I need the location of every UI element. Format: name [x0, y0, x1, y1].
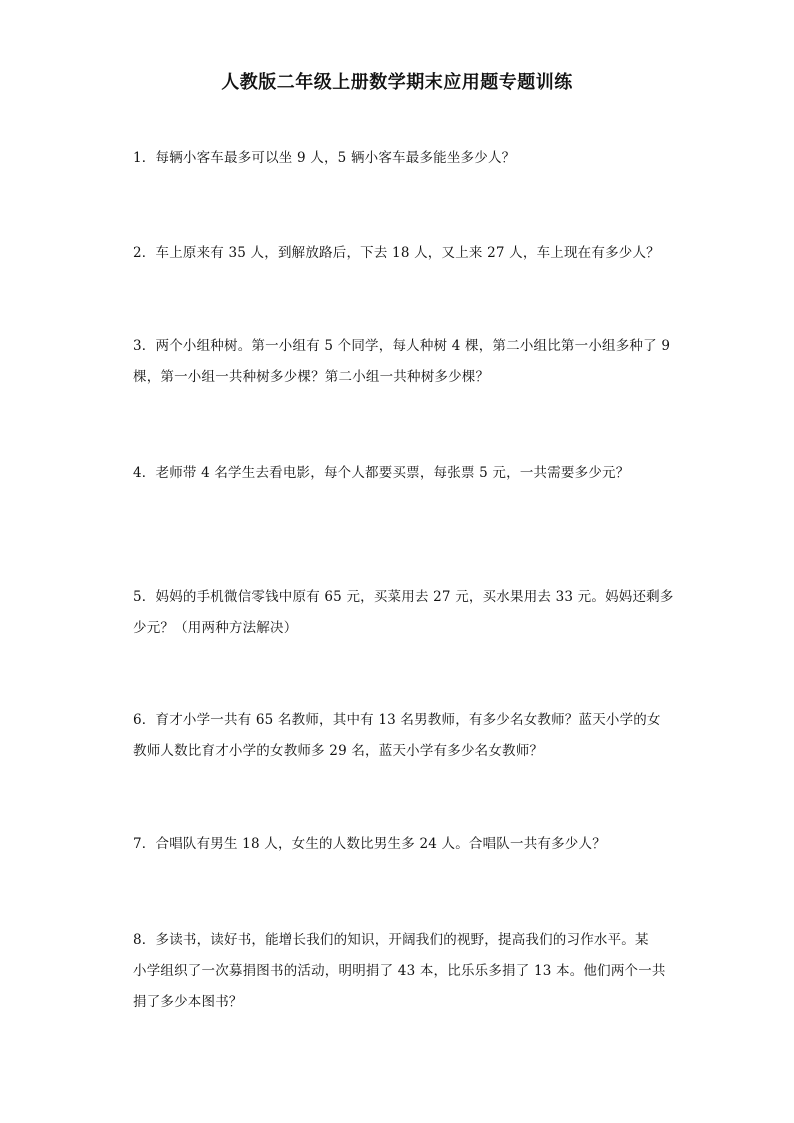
question-line: 棵，第一小组一共种树多少棵？第二小组一共种树多少棵？: [133, 369, 490, 385]
question-line: 8．多读书，读好书，能增长我们的知识，开阔我们的视野，提高我们的习作水平。某: [133, 932, 649, 948]
question-5: [133, 582, 673, 644]
question-4: [133, 458, 673, 489]
question-line: 1．每辆小客车最多可以坐 9 人，5 辆小客车最多能坐多少人？: [133, 150, 516, 166]
question-line: 4．老师带 4 名学生去看电影，每个人都要买票，每张票 5 元，一共需要多少元？: [133, 465, 630, 481]
question-6: [133, 705, 673, 767]
question-line: 3．两个小组种树。第一小组有 5 个同学，每人种树 4 棵，第二小组比第一小组多种了 9: [133, 338, 671, 354]
question-line: 少元？（用两种方法解决）: [133, 620, 298, 636]
question-1: [133, 143, 673, 174]
question-7: [133, 829, 673, 860]
question-line: 6．育才小学一共有 65 名教师，其中有 13 名男教师，有多少名女教师？蓝天小学的女: [133, 712, 661, 728]
question-3: [133, 331, 673, 393]
question-line: 5．妈妈的手机微信零钱中原有 65 元，买菜用去 27 元，买水果用去 33 元。妈妈还剩多: [133, 589, 674, 605]
question-2: [133, 238, 673, 269]
question-8: [133, 925, 673, 1018]
question-line: 教师人数比育才小学的女教师多 29 名，蓝天小学有多少名女教师？: [133, 743, 544, 759]
document-title: 人教版二年级上册数学期末应用题专题训练: [221, 72, 573, 93]
question-line: 7．合唱队有男生 18 人，女生的人数比男生多 24 人。合唱队一共有多少人？: [133, 836, 606, 852]
question-line: 小学组织了一次募捐图书的活动，明明捐了 43 本，比乐乐多捐了 13 本。他们两个一共: [133, 963, 666, 979]
question-line: 2．车上原来有 35 人，到解放路后，下去 18 人，又上来 27 人，车上现在有多少人？: [133, 245, 660, 261]
question-line: 捐了多少本图书？: [133, 994, 243, 1010]
